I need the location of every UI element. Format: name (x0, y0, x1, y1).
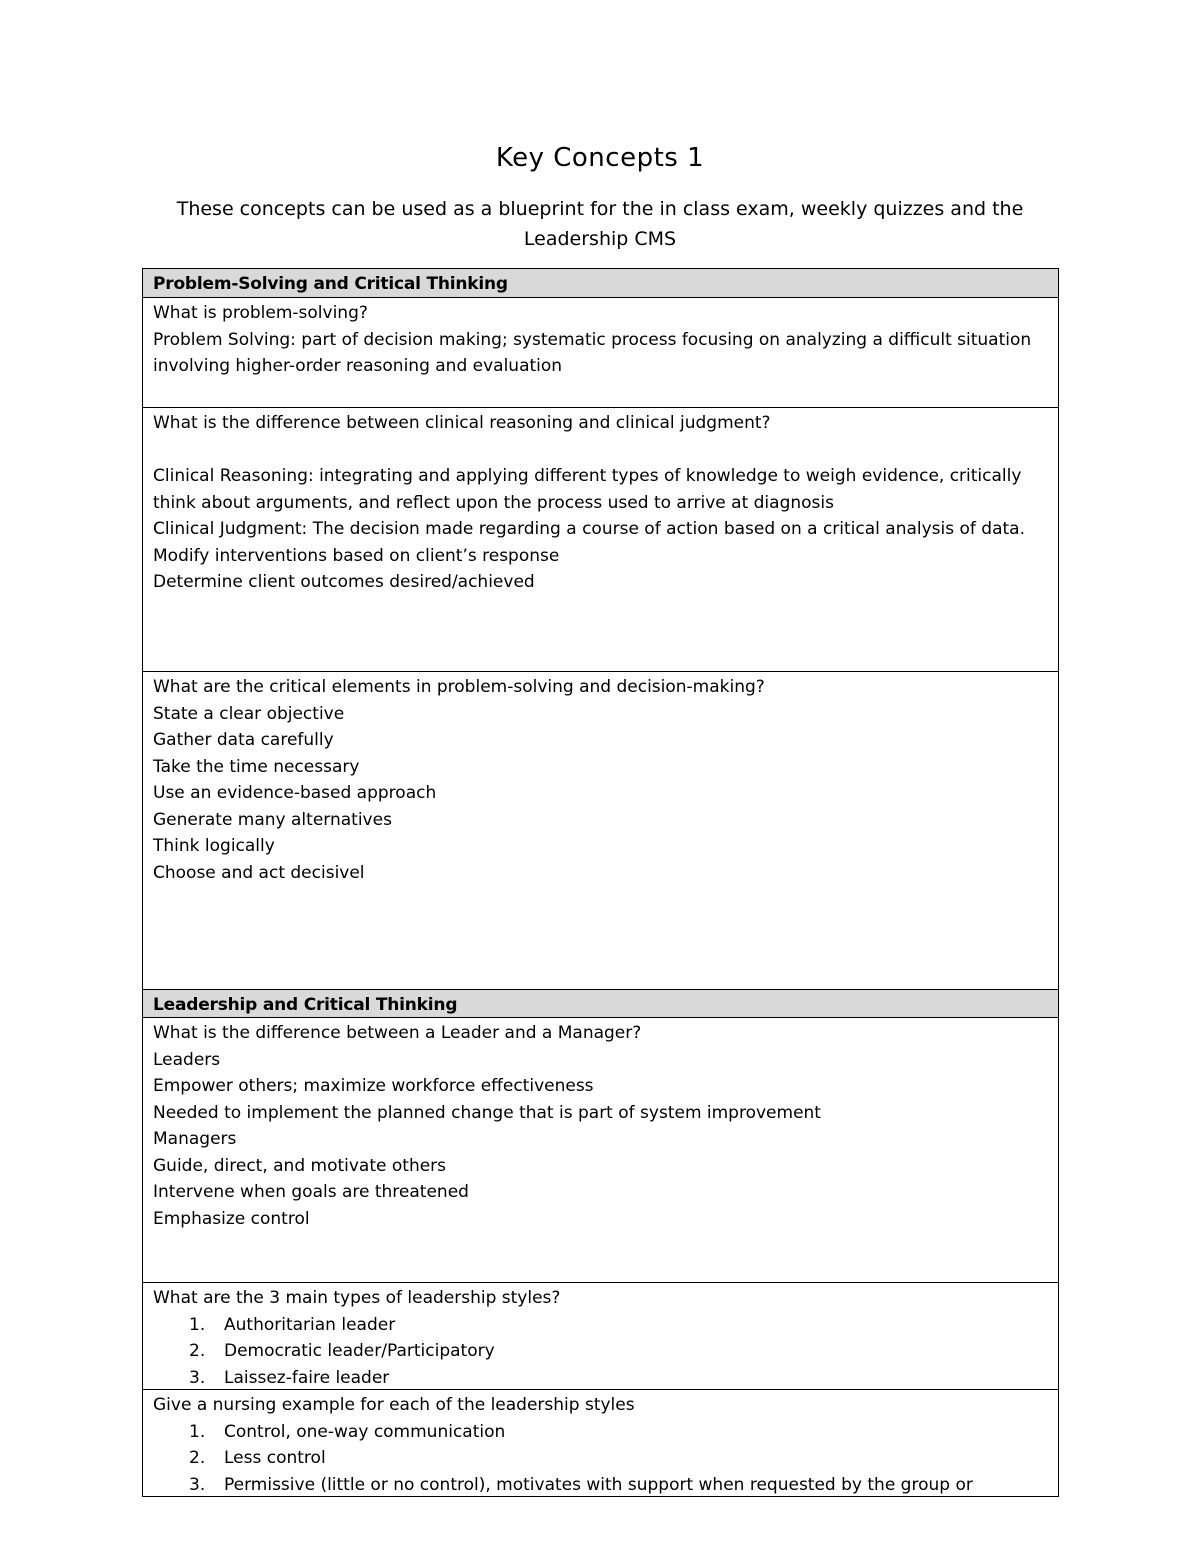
numbered-list-item (153, 1312, 1048, 1339)
list-item-text: Democratic leader/Participatory (224, 1341, 495, 1361)
list-number: 1. (189, 1314, 206, 1335)
answer-text: Leaders (153, 1049, 221, 1070)
list-item-text: Permissive (little or no control), motivates with support when requested by the group or (224, 1474, 973, 1495)
question-text: What is problem-solving? (153, 303, 368, 323)
answer-text: Intervene when goals are threatened (153, 1182, 469, 1202)
list-number: 3. (189, 1367, 206, 1388)
numbered-list-item (153, 1472, 1048, 1498)
answer-text: Choose and act decisivel (153, 862, 365, 883)
answer-text: Needed to implement the planned change that is part of system improvement (153, 1102, 821, 1123)
table-row (143, 408, 1058, 672)
list-number: 1. (189, 1421, 206, 1442)
table-row (143, 1390, 1058, 1497)
answer-text: Clinical Judgment: The decision made regarding a course of action based on a critical analysis of data. (153, 519, 1026, 539)
list-item-text: Control, one-way communication (224, 1421, 506, 1442)
numbered-list-item (153, 1365, 1048, 1391)
answer-text: think about arguments, and reflect upon the process used to arrive at diagnosis (153, 492, 834, 513)
table-row (143, 672, 1058, 990)
numbered-list-item (153, 1338, 1048, 1365)
list-item-text: Less control (224, 1448, 326, 1468)
table-row (143, 298, 1058, 408)
section-header-problem-solving: Problem-Solving and Critical Thinking (143, 269, 1058, 298)
page-subtitle (170, 194, 1030, 254)
question-text: What is the difference between clinical reasoning and clinical judgment? (153, 413, 771, 433)
answer-text: Generate many alternatives (153, 809, 392, 830)
subtitle-line: These concepts can be used as a blueprint for the in class exam, weekly quizzes and the (176, 198, 1024, 220)
answer-text: Use an evidence-based approach (153, 783, 437, 803)
answer-text: Modify interventions based on client’s response (153, 545, 560, 566)
answer-text: State a clear objective (153, 703, 345, 724)
list-number: 3. (189, 1474, 206, 1495)
concepts-table (142, 268, 1059, 1497)
answer-text: Problem Solving: part of decision making; systematic process focusing on analyzing a difficult situation (153, 329, 1032, 350)
answer-text: involving higher-order reasoning and evaluation (153, 356, 563, 376)
question-text: Give a nursing example for each of the leadership styles (153, 1395, 635, 1415)
question-text: What are the 3 main types of leadership styles? (153, 1288, 561, 1308)
answer-text: Managers (153, 1129, 237, 1149)
answer-text: Take the time necessary (153, 756, 360, 777)
table-row (143, 1018, 1058, 1283)
list-number: 2. (189, 1341, 206, 1361)
page-title: Key Concepts 1 (495, 143, 705, 173)
subtitle-line: Leadership CMS (523, 228, 677, 250)
numbered-list-item (153, 1445, 1048, 1472)
numbered-list-item (153, 1419, 1048, 1446)
blank-line (153, 437, 1048, 464)
answer-text: Gather data carefully (153, 730, 334, 750)
answer-text: Guide, direct, and motivate others (153, 1155, 447, 1176)
answer-text: Determine client outcomes desired/achieved (153, 572, 535, 592)
list-number: 2. (189, 1448, 206, 1468)
question-text: What are the critical elements in problem-solving and decision-making? (153, 677, 765, 697)
answer-text: Clinical Reasoning: integrating and applying different types of knowledge to weigh evidence, critically (153, 466, 1022, 486)
list-item-text: Authoritarian leader (224, 1314, 396, 1335)
answer-text: Think logically (153, 836, 275, 856)
table-row (143, 1283, 1058, 1390)
answer-text: Empower others; maximize workforce effectiveness (153, 1076, 594, 1096)
list-item-text: Laissez-faire leader (224, 1367, 390, 1388)
section-header-leadership: Leadership and Critical Thinking (143, 990, 1058, 1018)
question-text: What is the difference between a Leader and a Manager? (153, 1023, 642, 1043)
answer-text: Emphasize control (153, 1208, 310, 1229)
